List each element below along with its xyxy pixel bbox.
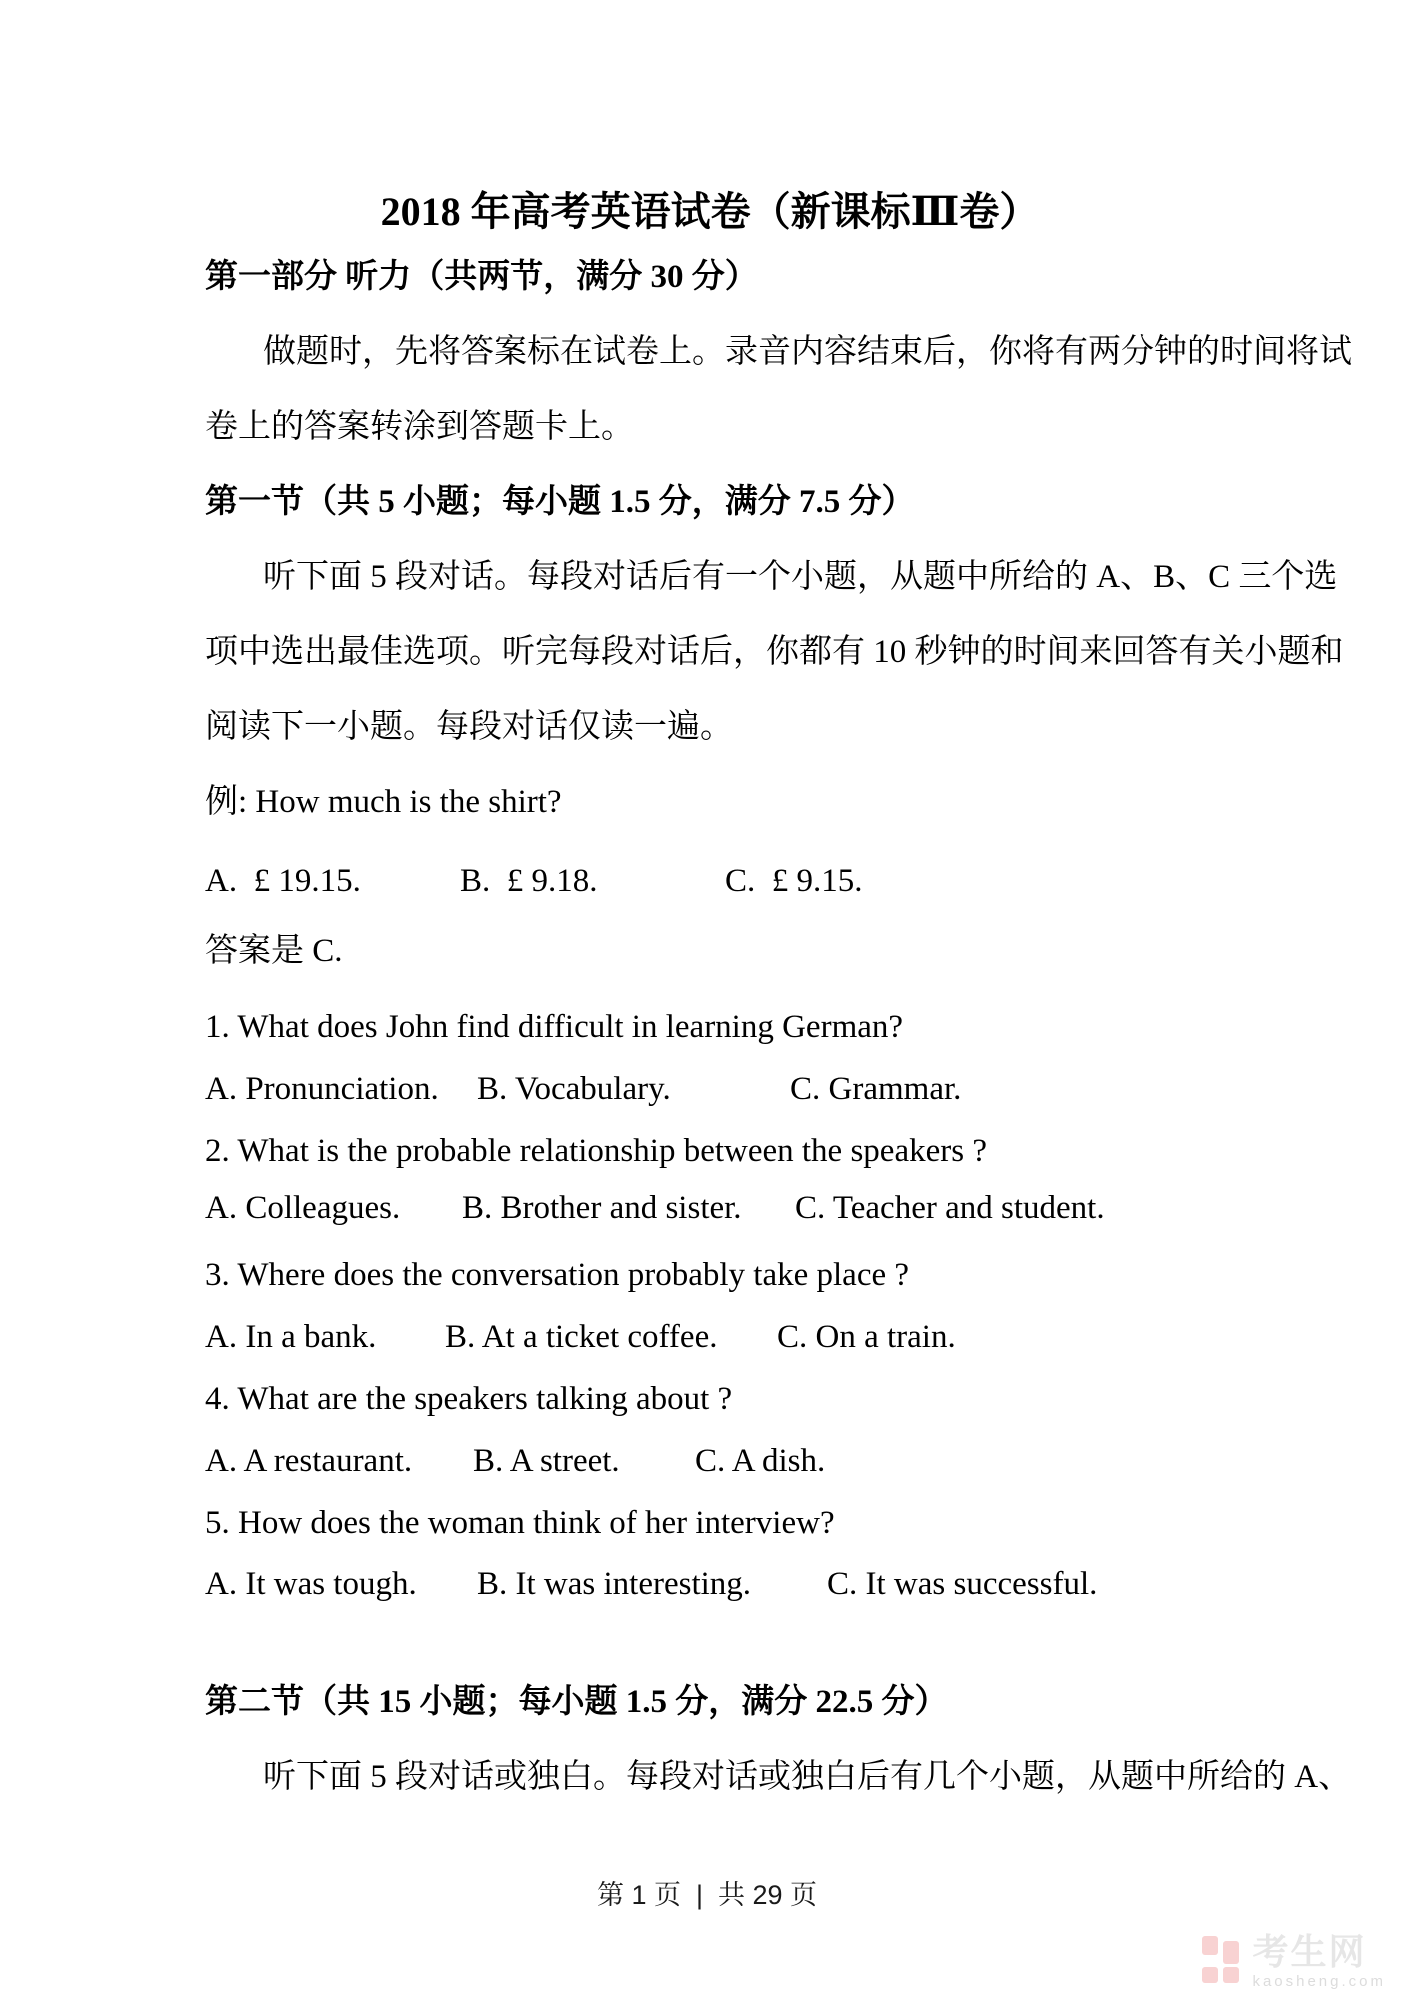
page-number-footer: 第 1 页 | 共 29 页 xyxy=(596,1880,818,1910)
question-5: 5. How does the woman think of her interview? xyxy=(205,1505,835,1541)
section1-desc-line1: 听下面 5 段对话。每段对话后有一个小题，从题中所给的 A、B、C 三个选 xyxy=(263,559,1338,595)
part1-intro-line1: 做题时，先将答案标在试卷上。录音内容结束后，你将有两分钟的时间将试 xyxy=(263,334,1352,370)
example-option-c: C. £ 9.15. xyxy=(725,863,863,899)
question-5-option-c: C. It was successful. xyxy=(827,1566,1098,1602)
question-4-option-c: C. A dish. xyxy=(695,1443,826,1479)
question-4-option-a: A. A restaurant. xyxy=(205,1443,413,1479)
part1-intro-line2: 卷上的答案转涂到答题卡上。 xyxy=(205,409,634,445)
example-option-b: B. £ 9.18. xyxy=(460,863,598,899)
question-2-option-b: B. Brother and sister. xyxy=(462,1190,742,1226)
question-1: 1. What does John find difficult in learning German? xyxy=(205,1009,904,1045)
question-5-option-b: B. It was interesting. xyxy=(477,1566,752,1602)
question-3-option-a: A. In a bank. xyxy=(205,1319,377,1355)
question-3: 3. Where does the conversation probably take place ? xyxy=(205,1257,910,1293)
part1-heading: 第一部分 听力（共两节，满分 30 分） xyxy=(205,259,758,295)
watermark-site-url: kaosheng.com xyxy=(1252,1973,1386,1990)
section1-desc-line3: 阅读下一小题。每段对话仅读一遍。 xyxy=(205,709,733,745)
question-3-option-b: B. At a ticket coffee. xyxy=(445,1319,718,1355)
question-5-options-row xyxy=(205,1566,1215,1756)
example-answer: 答案是 C. xyxy=(205,933,343,969)
question-3-option-c: C. On a train. xyxy=(777,1319,956,1355)
example-question: 例: How much is the shirt? xyxy=(205,784,562,820)
question-1-option-c: C. Grammar. xyxy=(790,1071,962,1107)
section1-heading: 第一节（共 5 小题；每小题 1.5 分，满分 7.5 分） xyxy=(205,484,915,520)
section1-desc-line2: 项中选出最佳选项。听完每段对话后，你都有 10 秒钟的时间来回答有关小题和 xyxy=(205,634,1344,670)
question-5-option-a: A. It was tough. xyxy=(205,1566,417,1602)
page-title: 2018 年高考英语试卷（新课标Ⅲ卷） xyxy=(380,189,1040,234)
example-option-a: A. £ 19.15. xyxy=(205,863,361,899)
question-4-option-b: B. A street. xyxy=(473,1443,620,1479)
kaosheng-logo-icon xyxy=(1202,1934,1242,1988)
question-2: 2. What is the probable relationship between the speakers ? xyxy=(205,1133,987,1169)
kaosheng-watermark xyxy=(1202,1931,1386,1990)
question-2-option-a: A. Colleagues. xyxy=(205,1190,401,1226)
question-1-option-b: B. Vocabulary. xyxy=(477,1071,671,1107)
question-2-option-c: C. Teacher and student. xyxy=(795,1190,1105,1226)
question-1-option-a: A. Pronunciation. xyxy=(205,1071,439,1107)
section2-heading: 第二节（共 15 小题；每小题 1.5 分，满分 22.5 分） xyxy=(205,1684,948,1720)
section2-desc-line1: 听下面 5 段对话或独白。每段对话或独白后有几个小题，从题中所给的 A、 xyxy=(263,1759,1352,1795)
watermark-site-name: 考生网 xyxy=(1252,1931,1367,1972)
watermark-texts xyxy=(1252,1931,1386,1990)
question-4: 4. What are the speakers talking about ? xyxy=(205,1381,733,1417)
